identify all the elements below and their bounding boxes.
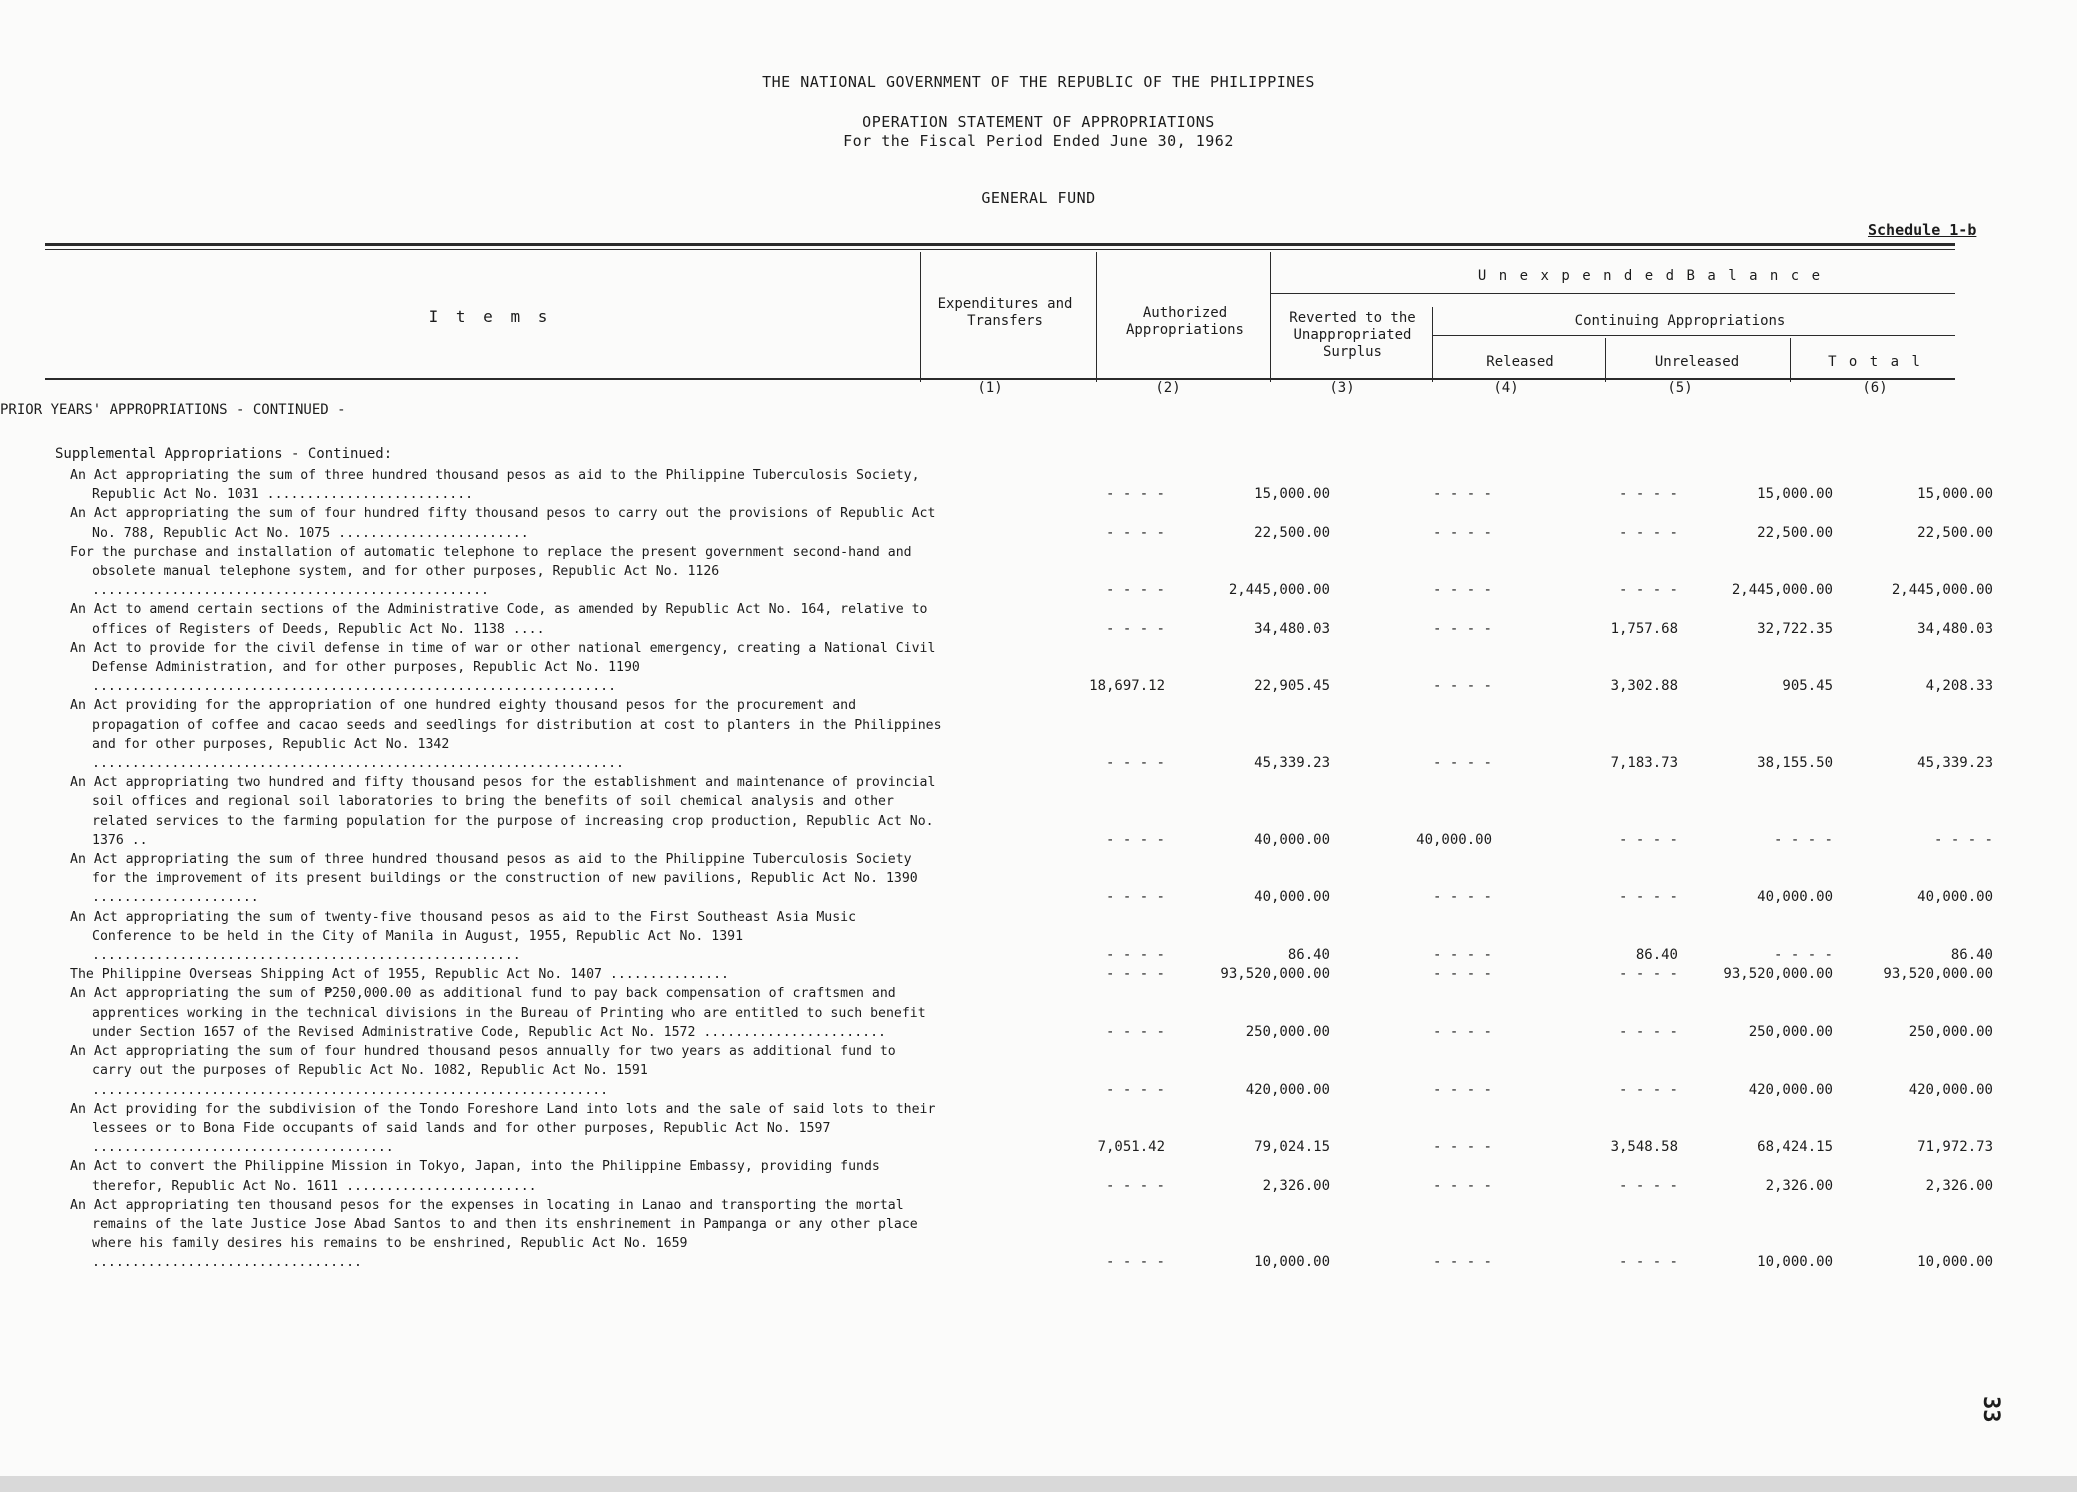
unreleased-cell: - - - -	[1773, 831, 1833, 848]
table-row	[70, 908, 1993, 966]
released-cell: - - - -	[1618, 1023, 1678, 1040]
released-cell: 3,548.58	[1610, 1139, 1678, 1156]
expenditures-cell: - - - -	[1105, 524, 1165, 541]
government-title: THE NATIONAL GOVERNMENT OF THE REPUBLIC OF THE PHILIPPINES	[762, 73, 1315, 91]
column-number: (6)	[1862, 380, 1888, 396]
released-cell: - - - -	[1618, 889, 1678, 906]
table-row	[70, 1100, 1993, 1158]
expenditures-header: Expenditures and Transfers	[937, 296, 1073, 329]
table-row	[70, 696, 1993, 773]
authorized-cell: 79,024.15	[1254, 1139, 1330, 1156]
subsection-heading: Supplemental Appropriations - Continued:	[55, 446, 393, 462]
expenditures-cell: - - - -	[1105, 582, 1165, 599]
item-description: An Act appropriating the sum of four hundred fifty thousand pesos to carry out the provisions of Republic Act No. 788, Republic Act No. 1075 ........................	[70, 506, 936, 541]
released-cell: - - - -	[1618, 1081, 1678, 1098]
column-number: (3)	[1329, 380, 1355, 396]
authorized-cell: 45,339.23	[1254, 755, 1330, 772]
table-row	[70, 543, 1993, 601]
item-description: The Philippine Overseas Shipping Act of 1955, Republic Act No. 1407 ...............	[70, 967, 729, 983]
total-cell: 250,000.00	[1908, 1023, 1993, 1040]
reverted-cell: - - - -	[1432, 966, 1492, 983]
item-description: An Act appropriating ten thousand pesos for the expenses in locating in Lanao and transporting the mortal remains of the late Justice Jose Abad Santos to and then its enshrinement in Pampanga or any other place where his family desires his remains to be enshrined, Republic Act No. 1659 ..................................	[70, 1197, 918, 1271]
reverted-cell: - - - -	[1432, 889, 1492, 906]
expenditures-cell: - - - -	[1105, 889, 1165, 906]
authorized-cell: 93,520,000.00	[1220, 966, 1330, 983]
authorized-cell: 2,326.00	[1262, 1177, 1330, 1194]
expenditures-cell: - - - -	[1105, 620, 1165, 637]
total-cell: 10,000.00	[1917, 1254, 1993, 1271]
reverted-header: Reverted to the Unappropriated Surplus	[1289, 310, 1416, 360]
total-cell: - - - -	[1933, 831, 1993, 848]
fiscal-period: For the Fiscal Period Ended June 30, 1962	[843, 132, 1234, 150]
unreleased-cell: 2,445,000.00	[1731, 582, 1833, 599]
table-row	[70, 773, 1993, 850]
total-cell: 34,480.03	[1917, 620, 1993, 637]
items-header: I t e m s	[428, 307, 552, 326]
expenditures-cell: 18,697.12	[1089, 678, 1165, 695]
reverted-cell: - - - -	[1432, 524, 1492, 541]
released-cell: 1,757.68	[1610, 620, 1678, 637]
authorized-header: Authorized Appropriations	[1125, 305, 1244, 338]
column-separator	[1096, 252, 1097, 382]
expenditures-cell: - - - -	[1105, 1023, 1165, 1040]
unreleased-cell: - - - -	[1773, 947, 1833, 964]
column-separator	[1270, 252, 1271, 382]
released-cell: - - - -	[1618, 966, 1678, 983]
item-description: An Act appropriating the sum of ₱250,000.00 as additional fund to pay back compensation of craftsmen and apprentices working in the technical divisions in the Bureau of Printing who are entitled to such benefit under Section 1657 of the Revised Administrative Code, Republic Act No. 1572 .......................	[70, 986, 926, 1040]
top-double-rule-2	[45, 249, 1955, 250]
unreleased-cell: 68,424.15	[1757, 1139, 1833, 1156]
unreleased-cell: 10,000.00	[1757, 1254, 1833, 1271]
reverted-cell: 40,000.00	[1416, 831, 1492, 848]
item-description: An Act providing for the subdivision of the Tondo Foreshore Land into lots and the sale of said lots to their lessees or to Bona Fide occupants of said lands and for other purposes, Republic Act No. 1597 ......................................	[70, 1101, 936, 1156]
unexpended-balance-header: U n e x p e n d e d B a l a n c e	[1477, 268, 1823, 284]
item-description: An Act to convert the Philippine Mission in Tokyo, Japan, into the Philippine Embassy, providing funds therefor, Republic Act No. 1611 ........................	[70, 1159, 880, 1194]
released-cell: 3,302.88	[1610, 678, 1678, 695]
reverted-cell: - - - -	[1432, 1023, 1492, 1040]
authorized-cell: 420,000.00	[1245, 1081, 1330, 1098]
column-separator	[920, 252, 921, 382]
expenditures-cell: - - - -	[1105, 1177, 1165, 1194]
expenditures-cell: - - - -	[1105, 1081, 1165, 1098]
item-description: An Act appropriating the sum of twenty-five thousand pesos as aid to the First Southeast Asia Music Conference to be held in the City of Manila in August, 1955, Republic Act No. 1391 ......................................................	[70, 909, 857, 964]
authorized-cell: 22,905.45	[1254, 678, 1330, 695]
column-number: (5)	[1667, 380, 1693, 396]
unreleased-cell: 2,326.00	[1765, 1177, 1833, 1194]
expenditures-cell: - - - -	[1105, 966, 1165, 983]
released-cell: - - - -	[1618, 486, 1678, 503]
statement-title: OPERATION STATEMENT OF APPROPRIATIONS	[862, 113, 1215, 131]
unreleased-cell: 22,500.00	[1757, 524, 1833, 541]
table-row	[70, 1157, 1993, 1195]
expenditures-cell: - - - -	[1105, 755, 1165, 772]
table-row	[70, 466, 1993, 504]
top-double-rule	[45, 243, 1955, 246]
reverted-cell: - - - -	[1432, 755, 1492, 772]
total-cell: 2,326.00	[1925, 1177, 1993, 1194]
item-description: An Act to amend certain sections of the Administrative Code, as amended by Republic Act No. 164, relative to offices of Registers of Deeds, Republic Act No. 1138 ....	[70, 602, 928, 637]
table-row	[70, 1196, 1993, 1273]
unreleased-cell: 40,000.00	[1757, 889, 1833, 906]
column-number: (2)	[1155, 380, 1181, 396]
page-number: 33	[1978, 1396, 2003, 1423]
column-number: (4)	[1493, 380, 1519, 396]
expenditures-cell: - - - -	[1105, 486, 1165, 503]
authorized-cell: 40,000.00	[1254, 889, 1330, 906]
released-cell: 86.40	[1635, 947, 1678, 964]
total-cell: 22,500.00	[1917, 524, 1993, 541]
item-description: For the purchase and installation of automatic telephone to replace the present government second-hand and obsolete manual telephone system, and for other purposes, Republic Act No. 1126 ..................................................	[70, 544, 912, 599]
unreleased-cell: 15,000.00	[1757, 486, 1833, 503]
total-cell: 15,000.00	[1917, 486, 1993, 503]
authorized-cell: 86.40	[1287, 947, 1330, 964]
column-separator	[1432, 307, 1433, 382]
table-row	[70, 850, 1993, 908]
reverted-cell: - - - -	[1432, 1081, 1492, 1098]
reverted-cell: - - - -	[1432, 486, 1492, 503]
reverted-cell: - - - -	[1432, 1177, 1492, 1194]
unexpended-rule	[1270, 293, 1955, 294]
column-number: (1)	[977, 380, 1003, 396]
fund-name: GENERAL FUND	[981, 189, 1096, 207]
total-cell: 71,972.73	[1917, 1139, 1993, 1156]
schedule-label: Schedule 1-b	[1868, 221, 1977, 239]
total-cell: 45,339.23	[1917, 755, 1993, 772]
total-header: T o t a l	[1828, 354, 1922, 370]
unreleased-header: Unreleased	[1654, 354, 1740, 370]
total-cell: 420,000.00	[1908, 1081, 1993, 1098]
table-row	[70, 600, 1993, 638]
reverted-cell: - - - -	[1432, 947, 1492, 964]
authorized-cell: 10,000.00	[1254, 1254, 1330, 1271]
item-description: An Act providing for the appropriation of one hundred eighty thousand pesos for the procurement and propagation of coffee and cacao seeds and seedlings for distribution at cost to planters in the Philippines and for other purposes, Republic Act No. 1342 ...................................................................	[70, 698, 942, 772]
released-cell: 7,183.73	[1610, 755, 1678, 772]
authorized-cell: 22,500.00	[1254, 524, 1330, 541]
unreleased-cell: 905.45	[1782, 678, 1833, 695]
reverted-cell: - - - -	[1432, 620, 1492, 637]
expenditures-cell: - - - -	[1105, 947, 1165, 964]
reverted-cell: - - - -	[1432, 582, 1492, 599]
authorized-cell: 250,000.00	[1245, 1023, 1330, 1040]
released-cell: - - - -	[1618, 1177, 1678, 1194]
item-description: An Act appropriating the sum of three hundred thousand pesos as aid to the Philippine Tuberculosis Society for the improvement of its present buildings or the construction of new pavilions, Republic Act No. 1390 .....................	[70, 852, 918, 906]
released-cell: - - - -	[1618, 582, 1678, 599]
continuing-header: Continuing Appropriations	[1574, 313, 1786, 329]
reverted-cell: - - - -	[1432, 1254, 1492, 1271]
reverted-cell: - - - -	[1432, 678, 1492, 695]
table-row	[70, 984, 1993, 1042]
table-row	[70, 504, 1993, 542]
column-separator	[1790, 338, 1791, 382]
table-row	[70, 965, 1993, 984]
unreleased-cell: 420,000.00	[1748, 1081, 1833, 1098]
expenditures-cell: - - - -	[1105, 1254, 1165, 1271]
authorized-cell: 15,000.00	[1254, 486, 1330, 503]
table-row	[70, 639, 1993, 697]
total-cell: 2,445,000.00	[1891, 582, 1993, 599]
unreleased-cell: 32,722.35	[1757, 620, 1833, 637]
column-separator	[1605, 338, 1606, 382]
appropriations-table	[70, 466, 1993, 1273]
item-description: An Act appropriating the sum of three hundred thousand pesos as aid to the Philippine Tuberculosis Society, Republic Act No. 1031 ..........................	[70, 468, 920, 503]
item-description: An Act to provide for the civil defense in time of war or other national emergency, creating a National Civil Defense Administration, and for other purposes, Republic Act No. 1190 ..................................................................	[70, 640, 936, 695]
section-heading: PRIOR YEARS' APPROPRIATIONS - CONTINUED -	[0, 402, 346, 418]
unreleased-cell: 38,155.50	[1757, 755, 1833, 772]
total-cell: 86.40	[1950, 947, 1993, 964]
total-cell: 4,208.33	[1925, 678, 1993, 695]
released-cell: - - - -	[1618, 524, 1678, 541]
item-description: An Act appropriating the sum of four hundred thousand pesos annually for two years as additional fund to carry out the purposes of Republic Act No. 1082, Republic Act No. 1591 .................................................................	[70, 1044, 896, 1098]
continuing-rule	[1432, 335, 1955, 336]
table-row	[70, 1042, 1993, 1100]
released-cell: - - - -	[1618, 1254, 1678, 1271]
item-description: An Act appropriating two hundred and fifty thousand pesos for the establishment and maintenance of provincial soil offices and regional soil laboratories to bring the benefits of soil chemical analysis and other related services to the farming population for the purpose of increasing crop production, Republic Act No. 1376 ..	[70, 775, 936, 848]
authorized-cell: 40,000.00	[1254, 831, 1330, 848]
total-cell: 40,000.00	[1917, 889, 1993, 906]
expenditures-cell: - - - -	[1105, 831, 1165, 848]
reverted-cell: - - - -	[1432, 1139, 1492, 1156]
released-cell: - - - -	[1618, 831, 1678, 848]
scan-edge	[0, 1476, 2077, 1492]
unreleased-cell: 93,520,000.00	[1723, 966, 1833, 983]
released-header: Released	[1486, 354, 1554, 370]
expenditures-cell: 7,051.42	[1097, 1139, 1165, 1156]
unreleased-cell: 250,000.00	[1748, 1023, 1833, 1040]
total-cell: 93,520,000.00	[1883, 966, 1993, 983]
authorized-cell: 2,445,000.00	[1228, 582, 1330, 599]
authorized-cell: 34,480.03	[1254, 620, 1330, 637]
